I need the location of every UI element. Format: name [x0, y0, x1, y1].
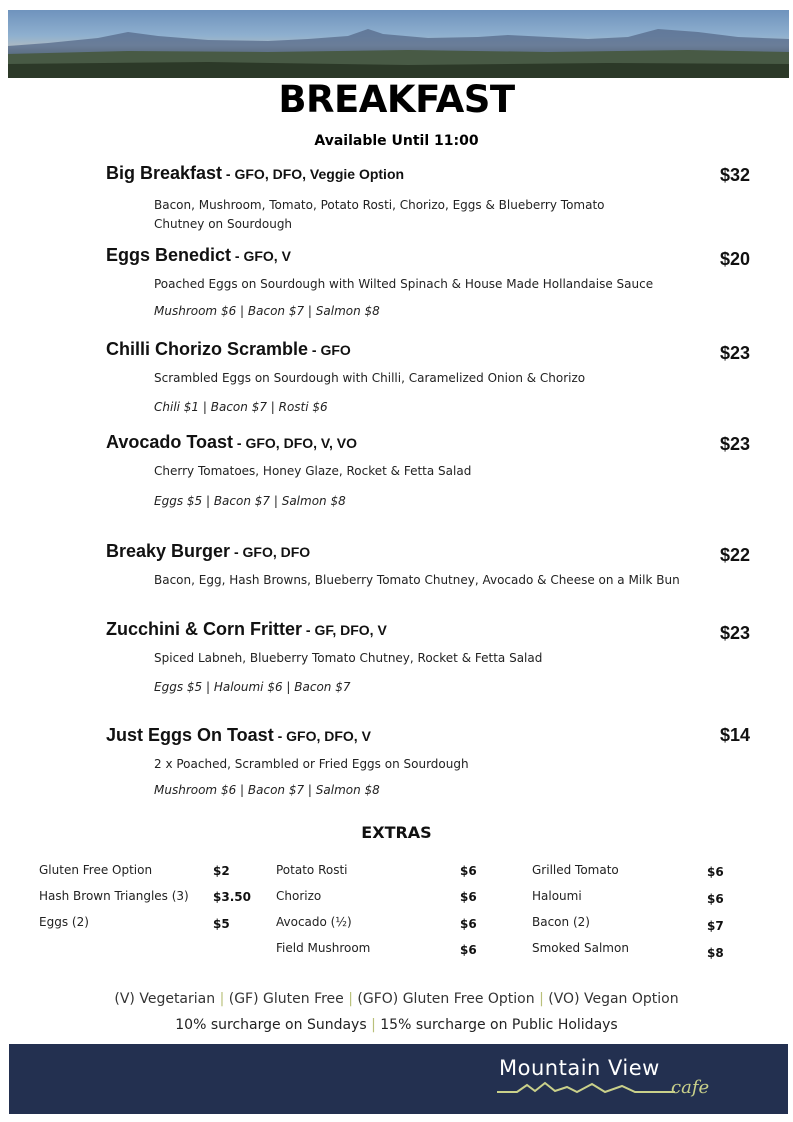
item-price: $22 [719, 545, 750, 565]
item-dietary-tags: - GF, DFO, V [302, 622, 387, 638]
extra-name: Eggs (2) [39, 915, 89, 929]
legend-vegan-option: (VO) Vegan Option [548, 991, 679, 1007]
extra-price: $3.50 [213, 890, 251, 904]
item-dietary-tags: - GFO, DFO, V, VO [233, 435, 357, 451]
item-addons: Chili $1 | Bacon $7 | Rosti $6 [154, 400, 328, 414]
item-description: Bacon, Mushroom, Tomato, Potato Rosti, Chorizo, Eggs & Blueberry Tomato Chutney on Sourdough [154, 198, 605, 231]
item-name: Chilli Chorizo Scramble - GFO [106, 339, 351, 359]
legend-separator: | [348, 991, 353, 1007]
extra-name: Smoked Salmon [532, 941, 629, 955]
logo-wordmark: Mountain View [499, 1056, 660, 1080]
item-name: Eggs Benedict - GFO, V [106, 245, 291, 265]
item-price: $20 [719, 249, 750, 269]
item-description: Scrambled Eggs on Sourdough with Chilli, Caramelized Onion & Chorizo [154, 371, 586, 385]
item-name: Breaky Burger - GFO, DFO [106, 541, 311, 561]
item-price: $32 [719, 165, 750, 185]
mountain-line-icon [497, 1080, 677, 1096]
item-description: 2 x Poached, Scrambled or Fried Eggs on Sourdough [154, 757, 469, 771]
extra-price: $6 [460, 943, 477, 957]
extra-name: Chorizo [276, 889, 322, 903]
surcharge-separator: | [371, 1017, 376, 1033]
extra-name: Haloumi [532, 889, 582, 903]
legend-gluten-free-option: (GFO) Gluten Free Option [357, 991, 535, 1007]
item-price: $23 [719, 343, 750, 363]
surcharge-holiday: 15% surcharge on Public Holidays [380, 1017, 618, 1033]
extra-name: Avocado (½) [276, 915, 352, 929]
dietary-legend [0, 991, 793, 1007]
legend-vegetarian: (V) Vegetarian [114, 991, 216, 1007]
item-description: Poached Eggs on Sourdough with Wilted Spinach & House Made Hollandaise Sauce [154, 277, 654, 291]
extra-price: $8 [707, 946, 724, 960]
item-addons: Eggs $5 | Bacon $7 | Salmon $8 [154, 494, 346, 508]
item-price: $14 [719, 725, 750, 745]
item-dietary-tags: - GFO, V [231, 248, 291, 264]
item-addons: Mushroom $6 | Bacon $7 | Salmon $8 [154, 783, 380, 797]
extra-price: $7 [707, 919, 724, 933]
item-name: Avocado Toast - GFO, DFO, V, VO [106, 432, 357, 452]
menu-title: BREAKFAST [278, 78, 515, 121]
extra-price: $5 [213, 917, 230, 931]
surcharge-sunday: 10% surcharge on Sundays [175, 1017, 367, 1033]
extra-price: $2 [213, 864, 230, 878]
extra-name: Field Mushroom [276, 941, 371, 955]
legend-separator: | [219, 991, 225, 1007]
extra-name: Gluten Free Option [39, 863, 153, 877]
extra-price: $6 [460, 890, 477, 904]
item-name: Big Breakfast - GFO, DFO, Veggie Option [106, 163, 405, 183]
extra-price: $6 [707, 892, 724, 906]
header-landscape-image [8, 10, 789, 78]
extra-price: $6 [460, 864, 477, 878]
item-addons: Eggs $5 | Haloumi $6 | Bacon $7 [154, 680, 351, 694]
availability-note: Available Until 11:00 [314, 133, 479, 149]
extra-name: Hash Brown Triangles (3) [39, 889, 189, 903]
cafe-logo [489, 1054, 739, 1106]
extra-name: Grilled Tomato [532, 863, 619, 877]
item-description: Cherry Tomatoes, Honey Glaze, Rocket & Fetta Salad [154, 464, 472, 478]
logo-cafe-script: cafe [671, 1077, 710, 1098]
surcharge-note [0, 1017, 793, 1033]
legend-separator: | [539, 991, 544, 1007]
legend-gluten-free: (GF) Gluten Free [228, 991, 344, 1007]
item-dietary-tags: - GFO, DFO, V [273, 728, 371, 744]
item-description: Bacon, Egg, Hash Browns, Blueberry Tomato Chutney, Avocado & Cheese on a Milk Bun [154, 573, 680, 587]
footer-bar [9, 1044, 788, 1114]
extra-price: $6 [460, 917, 477, 931]
extra-name: Bacon (2) [532, 915, 590, 929]
item-price: $23 [719, 434, 750, 454]
extra-price: $6 [707, 865, 724, 879]
item-price: $23 [719, 623, 750, 643]
item-dietary-tags: - GFO, DFO, Veggie Option [222, 166, 405, 182]
item-dietary-tags: - GFO, DFO [230, 544, 311, 560]
item-description: Spiced Labneh, Blueberry Tomato Chutney, Rocket & Fetta Salad [154, 651, 543, 665]
item-name: Just Eggs On Toast - GFO, DFO, V [106, 725, 371, 745]
item-name: Zucchini & Corn Fritter - GF, DFO, V [106, 619, 387, 639]
extras-heading: EXTRAS [361, 823, 432, 842]
item-addons: Mushroom $6 | Bacon $7 | Salmon $8 [154, 304, 380, 318]
item-dietary-tags: - GFO [308, 342, 351, 358]
extra-name: Potato Rosti [276, 863, 348, 877]
